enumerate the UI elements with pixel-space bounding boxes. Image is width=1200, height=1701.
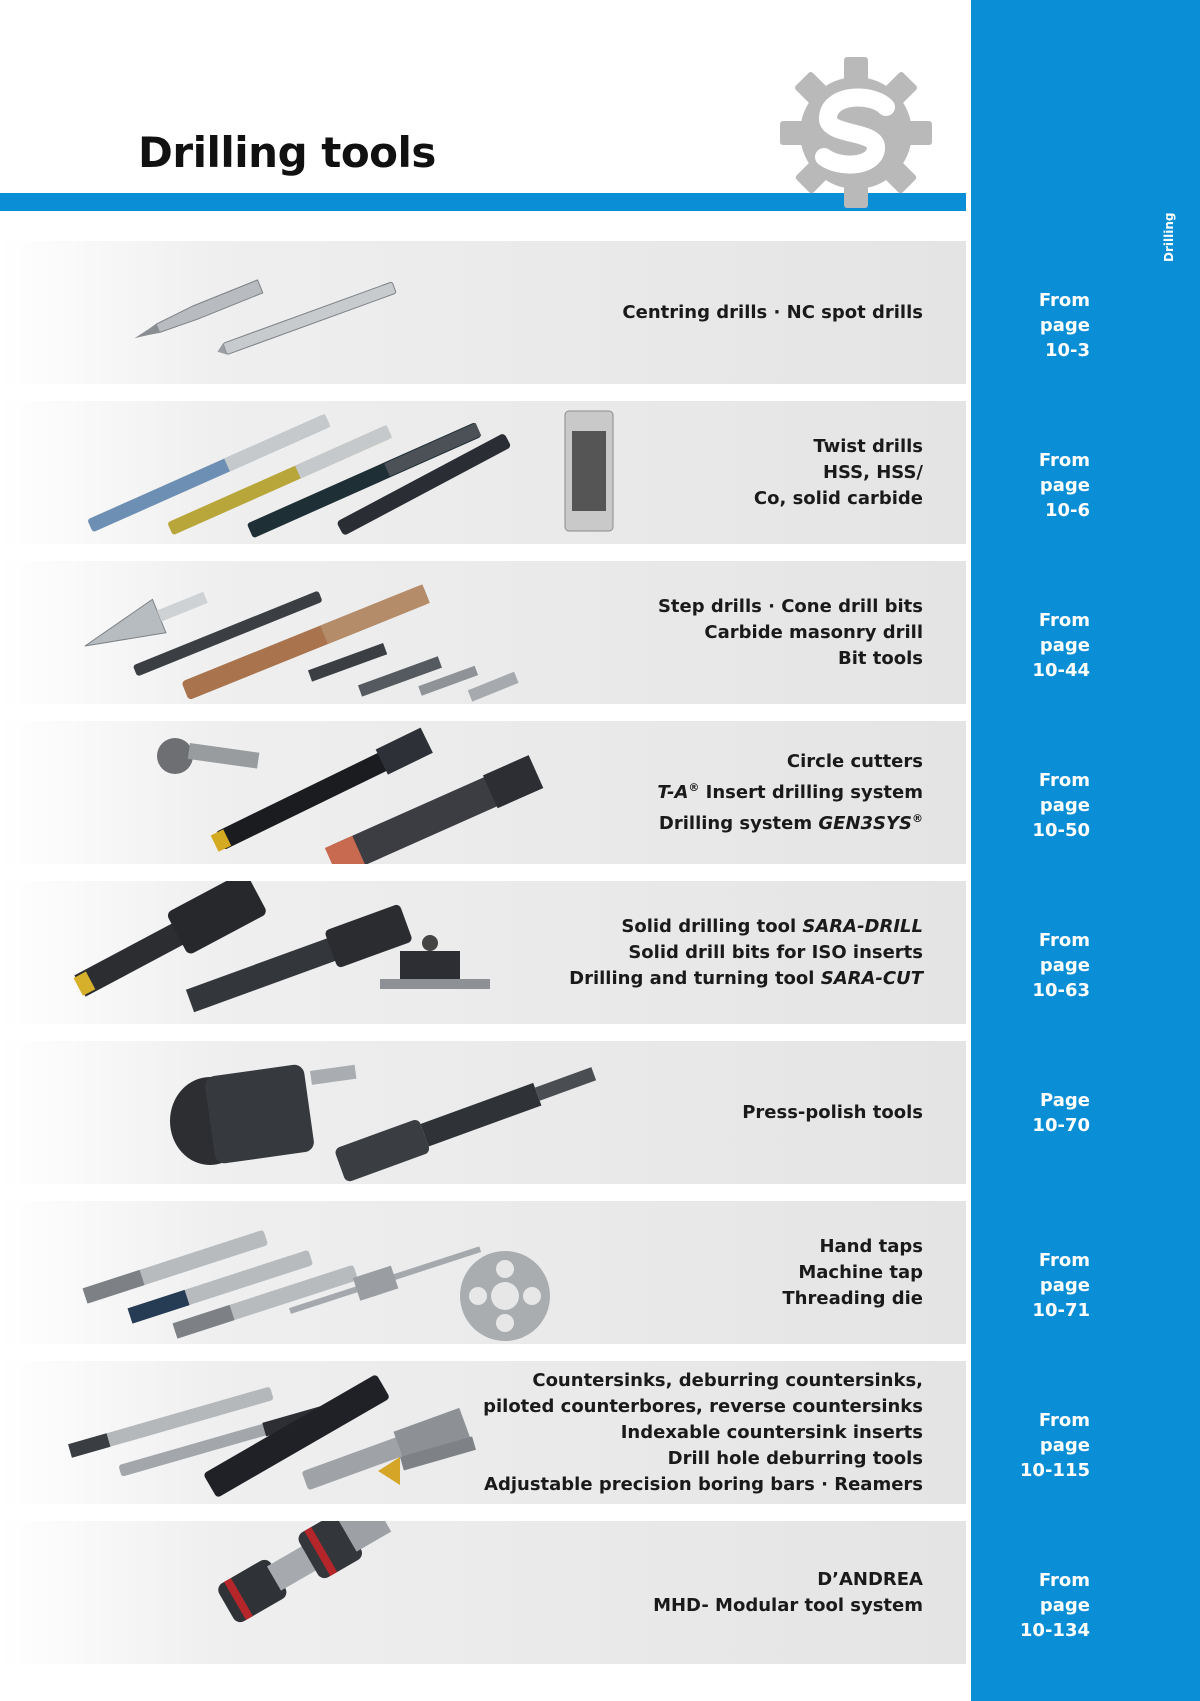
row-line: Solid drilling tool SARA-DRILL xyxy=(621,915,923,937)
page-ref-number: 10-3 xyxy=(1044,340,1090,361)
page-reference[interactable] xyxy=(985,1568,1090,1643)
page-reference[interactable] xyxy=(985,928,1090,1003)
page-ref-number: 10-50 xyxy=(1032,820,1090,841)
page-ref-number: 10-115 xyxy=(1019,1460,1090,1481)
page-ref-label: From page xyxy=(1038,930,1090,976)
twist-drills-image xyxy=(60,401,620,544)
page-reference[interactable] xyxy=(985,288,1090,363)
catalog-row-circle-cutters[interactable] xyxy=(0,721,966,864)
row-line: Press-polish tools xyxy=(742,1101,923,1123)
page-reference[interactable] xyxy=(985,448,1090,523)
row-line: MHD- Modular tool system xyxy=(653,1594,923,1616)
gear-s-logo-icon xyxy=(778,55,934,210)
taps-image xyxy=(60,1201,620,1344)
catalog-row-press-polish[interactable] xyxy=(0,1041,966,1184)
row-line: T-A® Insert drilling system xyxy=(657,780,923,803)
row-line: Co, solid carbide xyxy=(753,487,923,509)
page-ref-label: From page xyxy=(1038,1410,1090,1456)
catalog-row-centring-drills[interactable] xyxy=(0,241,966,384)
page-reference[interactable] xyxy=(985,1408,1090,1483)
catalog-row-countersinks[interactable] xyxy=(0,1361,966,1504)
page-reference[interactable] xyxy=(985,1088,1090,1138)
row-line: Twist drills xyxy=(813,435,923,457)
row-line: Step drills · Cone drill bits xyxy=(657,595,923,617)
row-line: Drilling system GEN3SYS® xyxy=(658,811,923,834)
row-line: Centring drills · NC spot drills xyxy=(622,301,923,323)
page-ref-number: 10-70 xyxy=(1032,1115,1090,1136)
catalog-row-dandrea[interactable] xyxy=(0,1521,966,1664)
centring-drills-image xyxy=(60,241,620,384)
row-line: Solid drill bits for ISO inserts xyxy=(628,941,923,963)
page-ref-label: Page xyxy=(1040,1090,1090,1111)
row-line: Adjustable precision boring bars · Reamers xyxy=(484,1473,923,1495)
page-ref-number: 10-63 xyxy=(1032,980,1090,1001)
page-ref-number: 10-6 xyxy=(1044,500,1090,521)
row-line: Machine tap xyxy=(798,1261,923,1283)
dandrea-image xyxy=(60,1521,620,1664)
page-ref-label: From page xyxy=(1038,450,1090,496)
row-line: HSS, HSS/ xyxy=(822,461,923,483)
row-line: Carbide masonry drill xyxy=(704,621,923,643)
page-ref-label: From page xyxy=(1038,770,1090,816)
catalog-row-step-drills[interactable] xyxy=(0,561,966,704)
row-line: piloted counterbores, reverse countersinks xyxy=(483,1395,923,1417)
circle-cutters-image xyxy=(60,721,620,864)
brand-sara-cut: SARA-CUT xyxy=(820,967,923,989)
page-ref-number: 10-134 xyxy=(1019,1620,1090,1641)
page-reference[interactable] xyxy=(985,608,1090,683)
page-ref-label: From page xyxy=(1038,610,1090,656)
page-ref-label: From page xyxy=(1038,290,1090,336)
row-line: Drill hole deburring tools xyxy=(667,1447,923,1469)
row-line: Indexable countersink inserts xyxy=(620,1421,923,1443)
brand-sara-drill: SARA-DRILL xyxy=(802,915,923,937)
row-line: D’ANDREA xyxy=(817,1568,923,1590)
step-drills-image xyxy=(60,561,620,704)
sidebar-tab-label: Drilling xyxy=(1162,212,1176,262)
brand-ta: T-A xyxy=(657,781,689,803)
row-line: Circle cutters xyxy=(786,750,923,772)
catalog-row-twist-drills[interactable] xyxy=(0,401,966,544)
page-ref-label: From page xyxy=(1038,1570,1090,1616)
page-ref-number: 10-71 xyxy=(1032,1300,1090,1321)
page-ref-label: From page xyxy=(1038,1250,1090,1296)
solid-drilling-image xyxy=(60,881,620,1024)
page-reference[interactable] xyxy=(985,1248,1090,1323)
row-line: Drilling and turning tool SARA-CUT xyxy=(569,967,923,989)
page-reference[interactable] xyxy=(985,768,1090,843)
row-line: Countersinks, deburring countersinks, xyxy=(532,1369,923,1391)
press-polish-image xyxy=(60,1041,620,1184)
page-title: Drilling tools xyxy=(138,128,436,177)
page-ref-number: 10-44 xyxy=(1032,660,1090,681)
brand-gen3sys: GEN3SYS xyxy=(818,812,912,834)
catalog-row-solid-drilling[interactable] xyxy=(0,881,966,1024)
row-line: Hand taps xyxy=(819,1235,923,1257)
catalog-row-taps[interactable] xyxy=(0,1201,966,1344)
row-line: Bit tools xyxy=(838,647,923,669)
row-line: Threading die xyxy=(782,1287,923,1309)
